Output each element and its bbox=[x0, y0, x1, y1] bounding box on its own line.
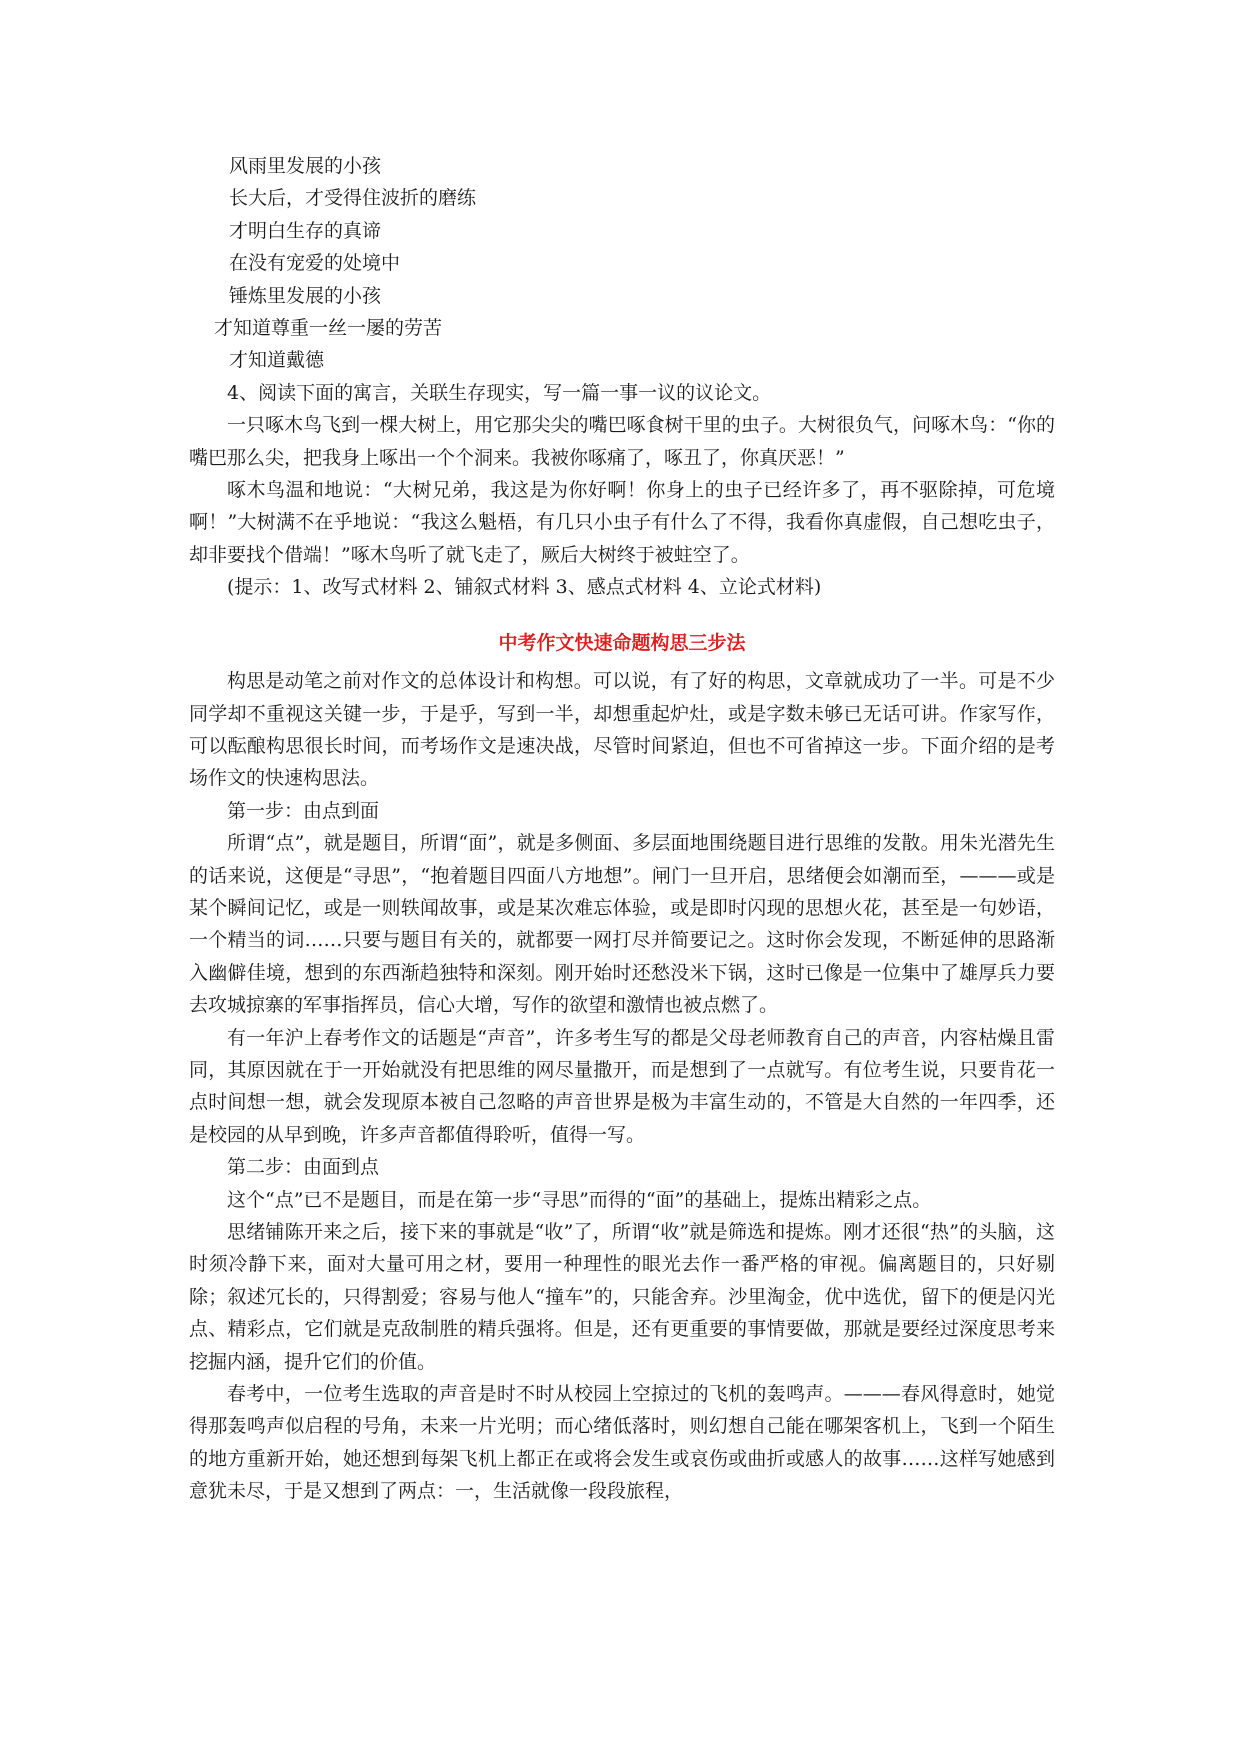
poem-line: 长大后，才受得住波折的磨练 bbox=[229, 187, 477, 210]
poem-line: 风雨里发展的小孩 bbox=[229, 155, 382, 177]
document-body bbox=[189, 150, 1055, 1508]
step1-heading: 第一步：由点到面 bbox=[227, 799, 380, 822]
fable-paragraph-1: 一只啄木鸟飞到一棵大树上，用它那尖尖的嘴巴啄食树干里的虫子。大树很负气，问啄木鸟：“你的嘴巴那么尖，把我身上啄出一个个洞来。我被你啄痛了，啄丑了，你真厌恶！” bbox=[189, 414, 1055, 469]
step2-paragraph-3: 春考中，一位考生选取的声音是时不时从校园上空掠过的飞机的轰鸣声。———春风得意时，她觉得那轰鸣声似启程的号角，未来一片光明；而心绪低落时，则幻想自己能在哪架客机上，飞到一个陌生的地方重新开始，她还想到每架飞机上都正在或将会发生或哀伤或曲折或感人的故事……这样写她感到意犹未尽，于是又想到了两点：一，生活就像一段段旅程， bbox=[189, 1383, 1055, 1503]
step2-heading: 第二步：由面到点 bbox=[227, 1156, 380, 1179]
step1-paragraph-2: 有一年沪上春考作文的话题是“声音”，许多考生写的都是父母老师教育自己的声音，内容枯燥且雷同，其原因就在于一开始就没有把思维的网尽量撒开，而是想到了一点就写。有位考生说，只要肯花一点时间想一想，就会发现原本被自己忽略的声音世界是极为丰富生动的，不管是大自然的一年四季，还是校园的从早到晚，许多声音都值得聆听，值得一写。 bbox=[189, 1026, 1055, 1146]
poem-line: 才知道尊重一丝一屡的劳苦 bbox=[214, 317, 443, 340]
task-prompt: 4、阅读下面的寓言，关联生存现实，写一篇一事一议的议论文。 bbox=[227, 381, 772, 404]
poem-line: 才知道戴德 bbox=[229, 349, 325, 372]
step2-paragraph-1: 这个“点”已不是题目，而是在第一步“寻思”而得的“面”的基础上，提炼出精彩之点。 bbox=[227, 1188, 932, 1211]
step2-paragraph-2: 思绪铺陈开来之后，接下来的事就是“收”了，所谓“收”就是筛选和提炼。刚才还很“热”的头脑，这时须冷静下来，面对大量可用之材，要用一种理性的眼光去作一番严格的审视。偏离题目的，只好剔除；叙述冗长的，只得割爱；容易与他人“撞车”的，只能舍弃。沙里淘金，优中选优，留下的便是闪光点、精彩点，它们就是克敌制胜的精兵强将。但是，还有更重要的事情要做，那就是要经过深度思考来挖掘内涵，提升它们的价值。 bbox=[189, 1221, 1055, 1373]
poem-line: 锤炼里发展的小孩 bbox=[229, 284, 382, 307]
fable-paragraph-2: 啄木鸟温和地说：“大树兄弟，我这是为你好啊！你身上的虫子已经许多了，再不驱除掉，可危境啊！”大树满不在乎地说：“我这么魁梧，有几只小虫子有什么了不得，我看你真虚假，自己想吃虫子，却非要找个借端！”啄木鸟听了就飞走了，厥后大树终于被蛀空了。 bbox=[189, 479, 1055, 566]
poem-line: 才明白生存的真谛 bbox=[229, 219, 382, 242]
intro-paragraph: 构思是动笔之前对作文的总体设计和构想。可以说，有了好的构思，文章就成功了一半。可是不少同学却不重视这关键一步，于是乎，写到一半，却想重起炉灶，或是字数未够已无话可讲。作家写作，可以酝酿构思很长时间，而考场作文是速决战，尽管时间紧迫，但也不可省掉这一步。下面介绍的是考场作文的快速构思法。 bbox=[189, 670, 1055, 790]
task-hint: (提示：1、改写式材料 2、铺叙式材料 3、感点式材料 4、立论式材料) bbox=[227, 576, 822, 599]
step1-paragraph-1: 所谓“点”，就是题目，所谓“面”，就是多侧面、多层面地围绕题目进行思维的发散。用朱光潜先生的话来说，这便是“寻思”，“抱着题目四面八方地想”。闸门一旦开启，思绪便会如潮而至，———或是某个瞬间记忆，或是一则轶闻故事，或是某次难忘体验，或是即时闪现的思想火花，甚至是一句妙语，一个精当的词……只要与题目有关的，就都要一网打尽并简要记之。这时你会发现，不断延伸的思路渐入幽僻佳境，想到的东西渐趋独特和深刻。刚开始时还愁没米下锅，这时已像是一位集中了雄厚兵力要去攻城掠寨的军事指挥员，信心大增，写作的欲望和激情也被点燃了。 bbox=[189, 832, 1055, 1017]
article-title: 中考作文快速命题构思三步法 bbox=[498, 631, 746, 654]
poem-line: 在没有宠爱的处境中 bbox=[229, 252, 401, 275]
